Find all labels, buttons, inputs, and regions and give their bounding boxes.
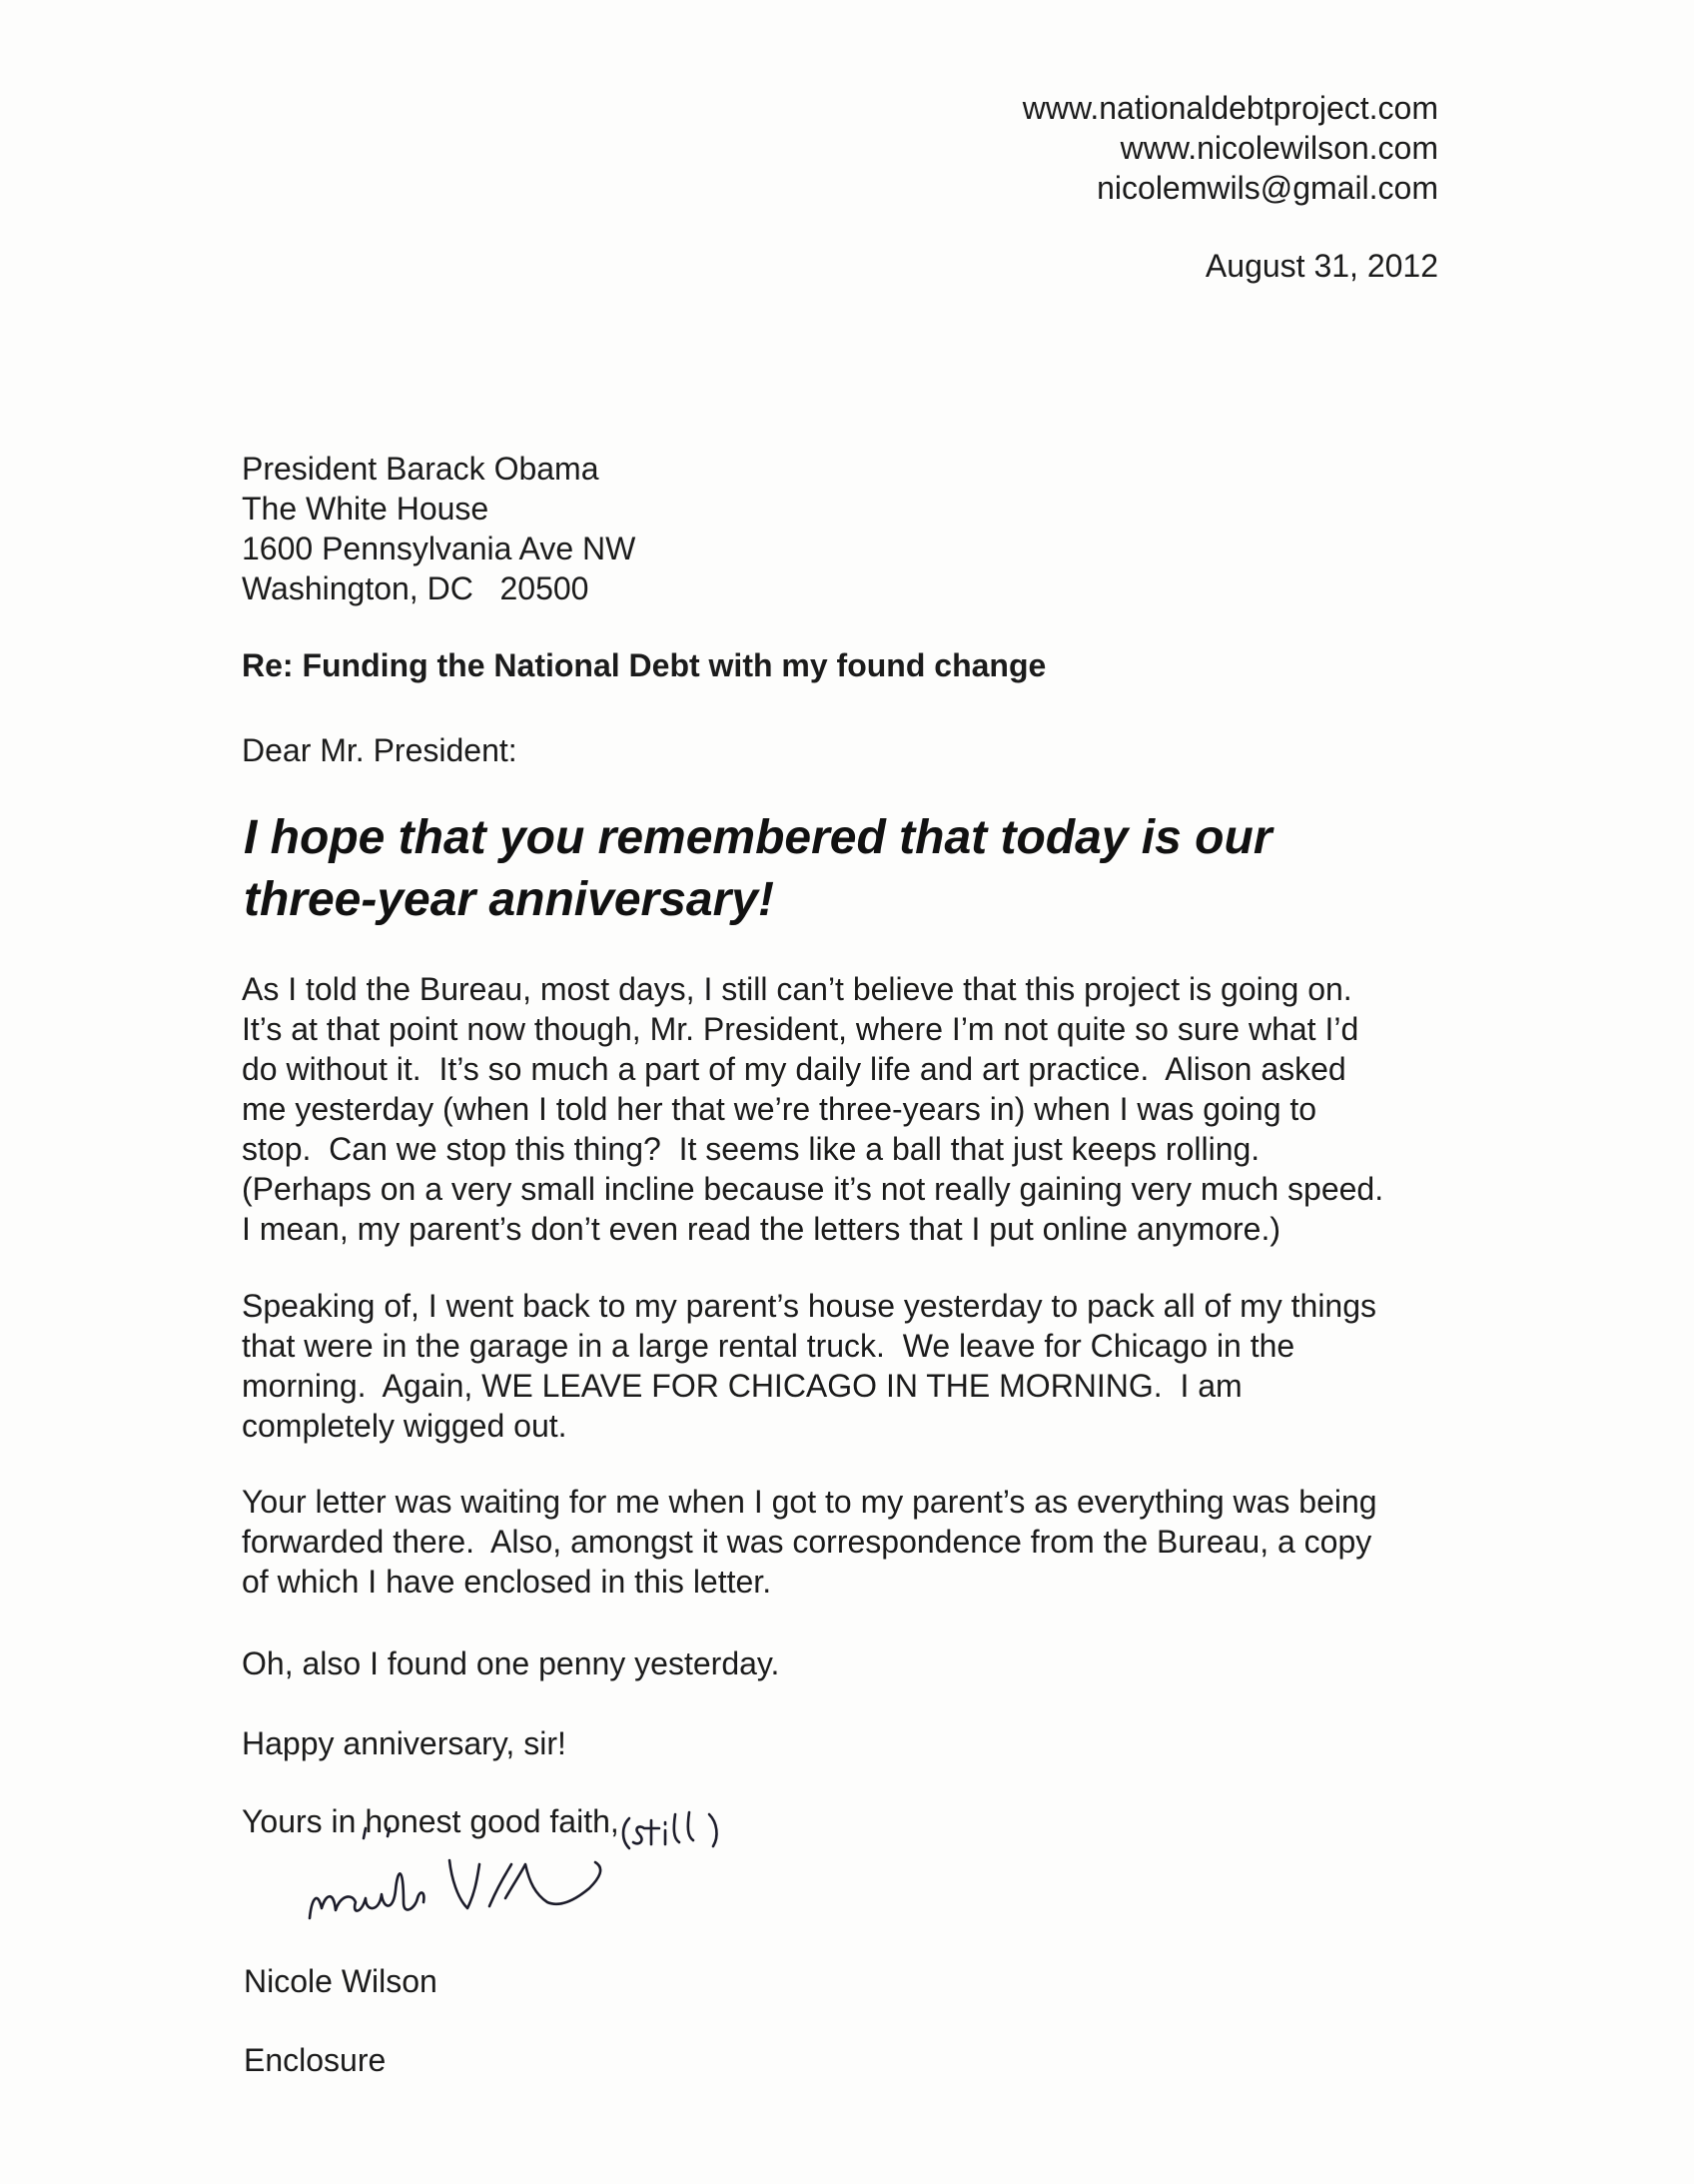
recipient-org: The White House [242, 491, 489, 527]
recipient-address [242, 449, 635, 608]
salutation: Dear Mr. President: [242, 732, 517, 768]
enclosure-note: Enclosure [244, 2042, 387, 2078]
email-address: nicolemwils@gmail.com [1097, 170, 1438, 206]
paragraph-line: stop. Can we stop this thing? It seems like a ball that just keeps rolling. [242, 1131, 1261, 1167]
paragraph-line: Speaking of, I went back to my parent’s house yesterday to pack all of my things [242, 1288, 1377, 1324]
paragraph-line: completely wigged out. [242, 1408, 567, 1444]
recipient-city: Washington, DC 20500 [242, 570, 589, 606]
contact-info [1023, 88, 1438, 208]
paragraph-line: It’s at that point now though, Mr. President, where I’m not quite so sure what I’d [242, 1011, 1359, 1047]
paragraph-line: I mean, my parent’s don’t even read the letters that I put online anymore.) [242, 1211, 1280, 1247]
headline [244, 807, 1442, 931]
headline-line-1: I hope that you remembered that today is our [244, 811, 1272, 864]
body-paragraph-1 [242, 969, 1480, 1249]
paragraph-line: of which I have enclosed in this letter. [242, 1564, 772, 1600]
body-paragraph-5: Happy anniversary, sir! [242, 1725, 566, 1761]
signer-name: Nicole Wilson [244, 1963, 437, 1999]
paragraph-line: do without it. It’s so much a part of my daily life and art practice. Alison asked [242, 1051, 1346, 1087]
letter-date: August 31, 2012 [1205, 248, 1438, 284]
body-paragraph-4: Oh, also I found one penny yesterday. [242, 1645, 780, 1681]
closing-line: Yours in honest good faith, [242, 1803, 619, 1839]
body-paragraph-3 [242, 1482, 1480, 1602]
paragraph-line: me yesterday (when I told her that we’re three-years in) when I was going to [242, 1091, 1317, 1127]
paragraph-line: (Perhaps on a very small incline because it’s not really gaining very much speed. [242, 1171, 1384, 1207]
website-project: www.nationaldebtproject.com [1022, 90, 1438, 126]
paragraph-line: As I told the Bureau, most days, I still can’t believe that this project is going on. [242, 971, 1352, 1007]
body-paragraph-2 [242, 1286, 1480, 1446]
still-annotation [623, 1818, 629, 1848]
handwritten-signature [300, 1798, 819, 1938]
paragraph-line: morning. Again, WE LEAVE FOR CHICAGO IN THE MORNING. I am [242, 1368, 1243, 1404]
recipient-name: President Barack Obama [242, 451, 599, 487]
recipient-street: 1600 Pennsylvania Ave NW [242, 531, 636, 566]
paragraph-line: Your letter was waiting for me when I got to my parent’s as everything was being [242, 1484, 1377, 1520]
subject-line: Re: Funding the National Debt with my found change [242, 647, 1047, 683]
signature-stroke [310, 1873, 424, 1918]
paragraph-line: that were in the garage in a large rental truck. We leave for Chicago in the [242, 1328, 1295, 1364]
website-personal: www.nicolewilson.com [1120, 130, 1438, 166]
headline-line-2: three-year anniversary! [244, 873, 774, 926]
paragraph-line: forwarded there. Also, amongst it was correspondence from the Bureau, a copy [242, 1524, 1372, 1560]
